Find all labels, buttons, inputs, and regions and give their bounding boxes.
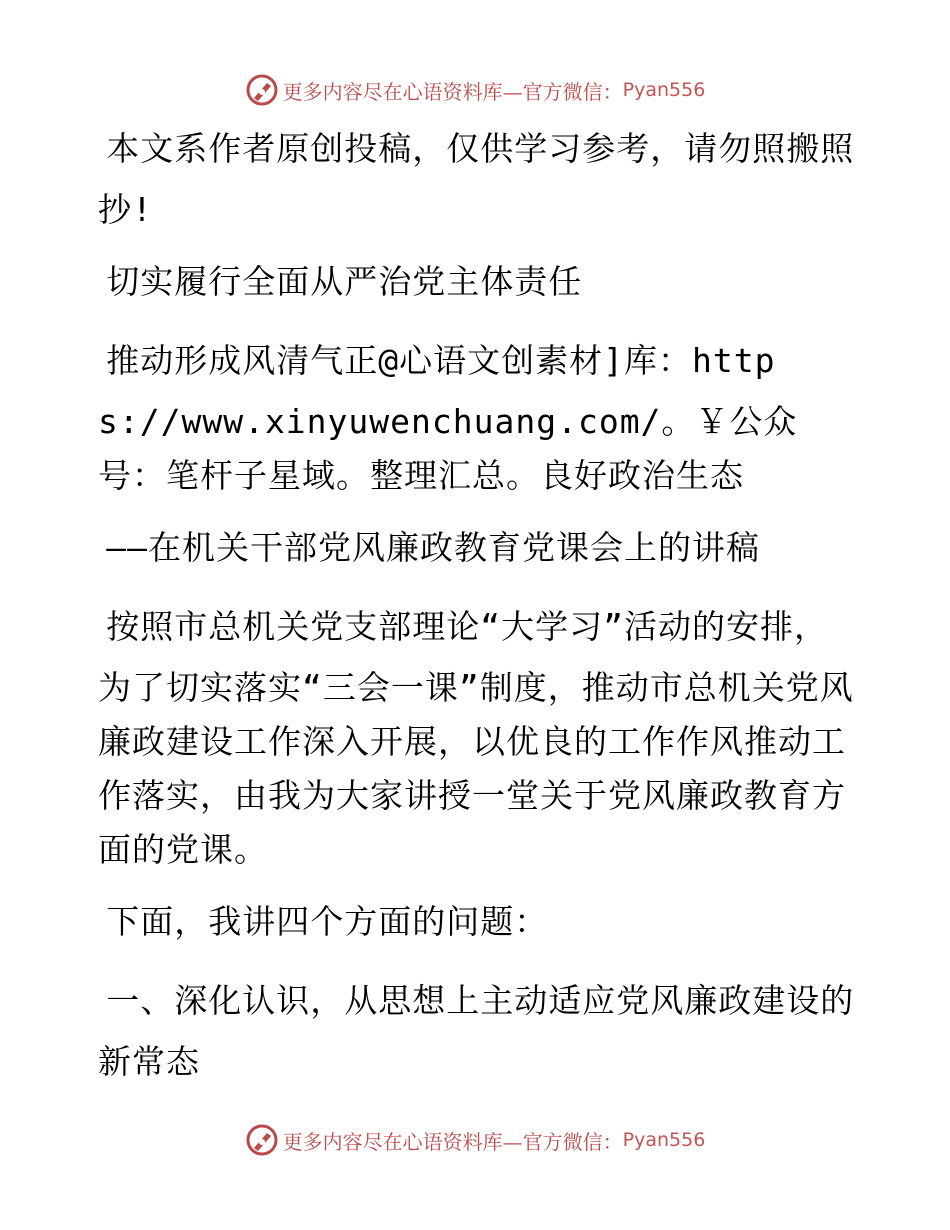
paragraph-subtitle: ——在机关干部党风廉政教育党课会上的讲稿 (106, 528, 760, 567)
pen-seal-logo-icon (245, 73, 279, 107)
banner-text: 更多内容尽在心语资料库—官方微信： (282, 79, 623, 104)
footer-watermark (0, 1120, 950, 1160)
paragraph-section-one: 一、深化认识，从思想上主动适应党风廉政建设的新常态 (98, 981, 855, 1081)
paragraph-outline: 下面，我讲四个方面的问题： (106, 902, 549, 941)
paragraph-intro: 按照市总机关党支部理论“大学习”活动的安排，为了切实落实“三会一课”制度，推动市总机关党风廉政建设工作深入开展，以优良的工作作风推动工作落实，由我为大家讲授一堂关于党风廉政教育方面的党课。 (98, 607, 854, 869)
header-watermark (0, 70, 950, 110)
document-body (98, 122, 858, 1107)
banner-brand: Pyan556 (622, 79, 706, 101)
banner-text: 更多内容尽在心语资料库—官方微信： (282, 1129, 623, 1154)
paragraph-title: 切实履行全面从严治党主体责任 (106, 262, 583, 301)
paragraph-title-continued: 推动形成风清气正@心语文创素材]库：https://www.xinyuwenchuang.com/。￥公众号：笔杆子星域。整理汇总。良好政治生态 (98, 341, 798, 495)
banner-brand: Pyan556 (622, 1129, 706, 1151)
paragraph-notice: 本文系作者原创投稿，仅供学习参考，请勿照搬照抄! (98, 129, 855, 229)
pen-seal-logo-icon (245, 1123, 279, 1157)
